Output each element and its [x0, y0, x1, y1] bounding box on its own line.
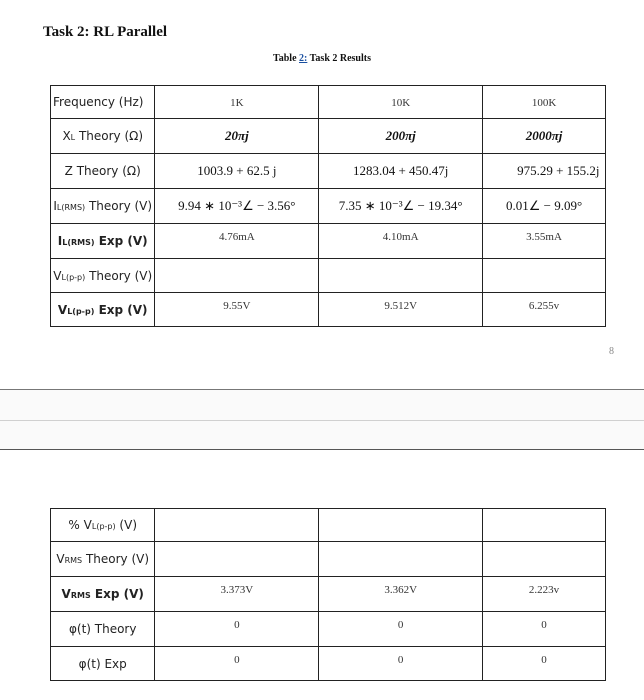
z-1k: 1003.9 + 62.5 j: [197, 163, 277, 178]
vrms-exp-100k: 2.223v: [528, 584, 560, 596]
row-label-cell: [51, 119, 155, 154]
row-label-cell: [51, 577, 155, 612]
table-row: [51, 154, 606, 189]
table-row: [51, 542, 606, 577]
label-rest: Theory (V): [82, 552, 150, 566]
row-label-il-exp: [58, 234, 148, 248]
value-cell: [319, 647, 483, 681]
phase-exp-1k: 0: [234, 654, 240, 666]
label-main: % V: [68, 518, 92, 532]
value-cell: [155, 509, 319, 542]
value-cell: [483, 259, 606, 293]
value-cell: [319, 259, 483, 293]
value-cell: [319, 577, 483, 612]
row-label-z: [65, 164, 141, 178]
label-main: V: [57, 302, 68, 317]
row-label-cell: [51, 542, 155, 577]
value-cell: [155, 259, 319, 293]
table-row: [51, 647, 606, 681]
value-cell: [483, 612, 606, 647]
value-cell: [155, 224, 319, 259]
row-label-xl: [62, 129, 143, 143]
phase-exp-100k: 0: [541, 654, 547, 666]
row-label-cell: [51, 224, 155, 259]
z-100k: 975.29 + 155.2j: [517, 163, 600, 178]
value-cell: [319, 189, 483, 224]
page-break-rule-middle: [0, 420, 644, 421]
il-theory-10k: 7.35 ∗ 10⁻³∠ − 19.34°: [338, 198, 463, 213]
label-main: Z Theory (Ω): [64, 164, 141, 178]
header-cell-10k: [319, 86, 483, 119]
row-label-cell: [51, 647, 155, 681]
frequency-header: Frequency (Hz): [53, 95, 144, 109]
value-cell: [319, 224, 483, 259]
header-cell-1k: [155, 86, 319, 119]
value-cell: [483, 224, 606, 259]
frequency-header-cell: [51, 86, 155, 119]
value-cell: [155, 189, 319, 224]
caption-number: 2:: [299, 53, 308, 64]
label-main: V: [56, 552, 65, 566]
value-cell: [319, 542, 483, 577]
value-cell: [155, 293, 319, 327]
page-break-rule-top: [0, 389, 644, 390]
table-row: [51, 119, 606, 154]
label-sub: L(RMS): [56, 203, 86, 212]
vl-exp-10k: 9.512V: [384, 300, 418, 312]
value-cell: [319, 612, 483, 647]
value-cell: [155, 154, 319, 189]
value-cell: [155, 612, 319, 647]
value-cell: [319, 509, 483, 542]
page-break-rule-bottom: [0, 449, 644, 450]
label-rest: Exp (V): [94, 234, 148, 248]
caption-suffix: Task 2 Results: [307, 53, 371, 64]
row-label-phase-exp: [79, 657, 127, 671]
value-cell: [155, 647, 319, 681]
results-table-page1: [50, 85, 606, 327]
row-label-vl-percent: [68, 518, 137, 532]
value-cell: [483, 154, 606, 189]
value-cell: [319, 119, 483, 154]
value-cell: [319, 293, 483, 327]
il-exp-1k: 4.76mA: [218, 231, 255, 243]
vl-exp-1k: 9.55V: [223, 300, 251, 312]
table-row: [51, 577, 606, 612]
value-cell: [483, 647, 606, 681]
table-row: [51, 224, 606, 259]
il-theory-1k: 9.94 ∗ 10⁻³∠ − 3.56°: [178, 198, 296, 213]
phase-exp-10k: 0: [397, 654, 404, 666]
value-cell: [155, 119, 319, 154]
col-header-10k: 10K: [391, 97, 411, 109]
value-cell: [319, 154, 483, 189]
task-heading: Task 2: RL Parallel: [43, 24, 168, 40]
label-sub: L(p-p): [67, 306, 95, 316]
phase-theory-100k: 0: [541, 619, 547, 631]
vl-exp-100k: 6.255v: [528, 300, 560, 312]
phase-theory-1k: 0: [234, 619, 240, 631]
table-row: [51, 189, 606, 224]
caption-prefix: Table: [272, 53, 300, 64]
label-rest: (V): [115, 518, 137, 532]
label-main: φ(t) Exp: [78, 656, 127, 671]
col-header-100k: 100K: [531, 97, 557, 109]
header-cell-100k: [483, 86, 606, 119]
label-sub: L(RMS): [62, 238, 95, 247]
il-exp-10k: 4.10mA: [382, 231, 419, 243]
value-cell: [483, 577, 606, 612]
value-cell: [483, 509, 606, 542]
label-rest: Exp (V): [94, 302, 148, 317]
label-rest: Theory (V): [85, 268, 153, 283]
row-label-cell: [51, 509, 155, 542]
row-label-vrms-theory: [56, 552, 149, 566]
page-number: 8: [609, 346, 614, 357]
phase-theory-10k: 0: [397, 619, 404, 631]
header-row: [51, 86, 606, 119]
row-label-cell: [51, 154, 155, 189]
value-cell: [155, 577, 319, 612]
value-cell: [483, 189, 606, 224]
label-main: V: [53, 268, 62, 283]
value-cell: [155, 542, 319, 577]
value-cell: [483, 293, 606, 327]
label-sub: L: [70, 133, 76, 142]
row-label-il-theory: [53, 199, 152, 213]
value-cell: [483, 542, 606, 577]
table-row: [51, 509, 606, 542]
label-sub: RMS: [64, 556, 83, 565]
label-main: φ(t) Theory: [68, 622, 137, 636]
table-row: [51, 259, 606, 293]
vrms-exp-1k: 3.373V: [220, 584, 254, 596]
xl-1k: 20πj: [224, 128, 249, 143]
xl-100k: 2000πj: [525, 128, 563, 143]
row-label-phase-theory: [69, 622, 137, 636]
row-label-cell: [51, 259, 155, 293]
label-rest: Theory (V): [85, 199, 153, 213]
row-label-cell: [51, 189, 155, 224]
label-sub: L(p-p): [91, 522, 116, 531]
row-label-cell: [51, 293, 155, 327]
page-break: [0, 389, 644, 450]
table-caption: [0, 53, 644, 64]
col-header-1k: 1K: [230, 97, 244, 109]
table-row: [51, 612, 606, 647]
row-label-vl-exp: [58, 303, 148, 317]
label-rest: Theory (Ω): [75, 129, 143, 143]
label-rest: Exp (V): [90, 587, 144, 601]
xl-10k: 200πj: [385, 128, 416, 143]
label-main: V: [61, 587, 71, 601]
label-main: X: [62, 129, 71, 143]
z-10k: 1283.04 + 450.47j: [352, 163, 449, 178]
row-label-vl-theory: [53, 269, 152, 283]
il-exp-100k: 3.55mA: [526, 231, 562, 243]
row-label-vrms-exp: [62, 587, 144, 601]
label-main: I: [53, 199, 57, 213]
il-theory-100k: 0.01∠ − 9.09°: [505, 198, 583, 213]
label-sub: L(p-p): [61, 272, 86, 282]
results-table-page2: [50, 508, 606, 681]
row-label-cell: [51, 612, 155, 647]
label-main: I: [57, 234, 63, 248]
table-row: [51, 293, 606, 327]
value-cell: [483, 119, 606, 154]
label-sub: RMS: [70, 591, 91, 600]
vrms-exp-10k: 3.362V: [384, 584, 418, 596]
